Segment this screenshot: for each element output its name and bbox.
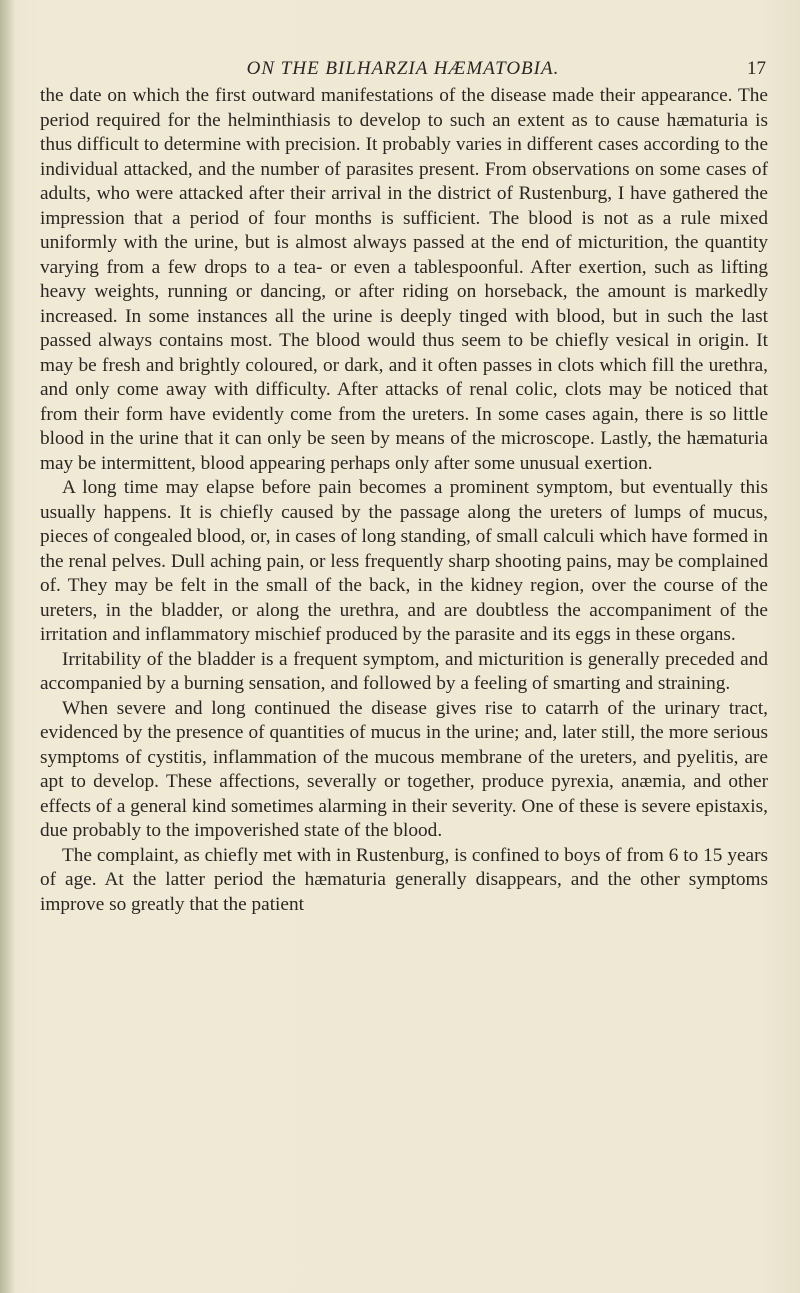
paragraph: Irritability of the bladder is a frequent symptom, and micturition is generally preceded and accompanied by a burning sensation, and followed by a feeling of smarting and straining.: [40, 648, 768, 694]
paragraph: the date on which the first outward manifestations of the disease made their appearance. The period required for the helminthiasis to develop to such an extent as to cause hæmaturia is thus difficult to determine with precision. It probably varies in different cases according to the individual attacked, and the number of parasites present. From observations on some cases of adults, who were attacked after their arrival in the district of Rustenburg, I have gathered the impression that a period of four months is sufficient. The blood is not as a rule mixed uniformly with the urine, but is almost always passed at the end of micturition, the quantity varying from a few drops to a tea- or even a tablespoonful. After exertion, such as lifting heavy weights, running or dancing, or after riding on horseback, the amount is markedly increased. In some instances all the urine is deeply tinged with blood, but in such the last passed always contains most. The blood would thus seem to be chiefly vesical in origin. It may be fresh and brightly coloured, or dark, and it often passes in clots which fill the urethra, and only come away with difficulty. After attacks of renal colic, clots may be noticed that from their form have evidently come from the ureters. In some cases again, there is so little blood in the urine that it can only be seen by means of the microscope. Lastly, the hæmaturia may be intermittent, blood appearing perhaps only after some unusual exertion.: [40, 85, 768, 474]
body-text: [40, 84, 768, 917]
running-title: ON THE BILHARZIA HÆMATOBIA.: [246, 58, 560, 79]
paragraph: A long time may elapse before pain becomes a prominent symptom, but eventually this usually happens. It is chiefly caused by the passage along the ureters of lumps of mucus, pieces of congealed blood, or, in cases of long standing, of small calculi which have formed in the renal pelves. Dull aching pain, or less frequently sharp shooting pains, may be complained of. They may be felt in the small of the back, in the kidney region, over the course of the ureters, in the bladder, or along the urethra, and are doubtless the accompaniment of the irritation and inflammatory mischief produced by the parasite and its eggs in these organs.: [40, 477, 768, 645]
paragraph: When severe and long continued the disease gives rise to catarrh of the urinary tract, evidenced by the presence of quantities of mucus in the urine; and, later still, the more serious symptoms of cystitis, inflammation of the mucous membrane of the ureters, and pyelitis, are apt to develop. These affections, severally or together, produce pyrexia, anæmia, and other effects of a general kind sometimes alarming in their severity. One of these is severe epistaxis, due probably to the impoverished state of the blood.: [40, 697, 768, 841]
page-number: 17: [747, 58, 766, 79]
paragraph: The complaint, as chiefly met with in Rustenburg, is confined to boys of from 6 to 15 years of age. At the latter period the hæmaturia generally disappears, and the other symptoms improve so greatly that the patient: [40, 844, 768, 915]
binding-shadow: [0, 0, 16, 1293]
